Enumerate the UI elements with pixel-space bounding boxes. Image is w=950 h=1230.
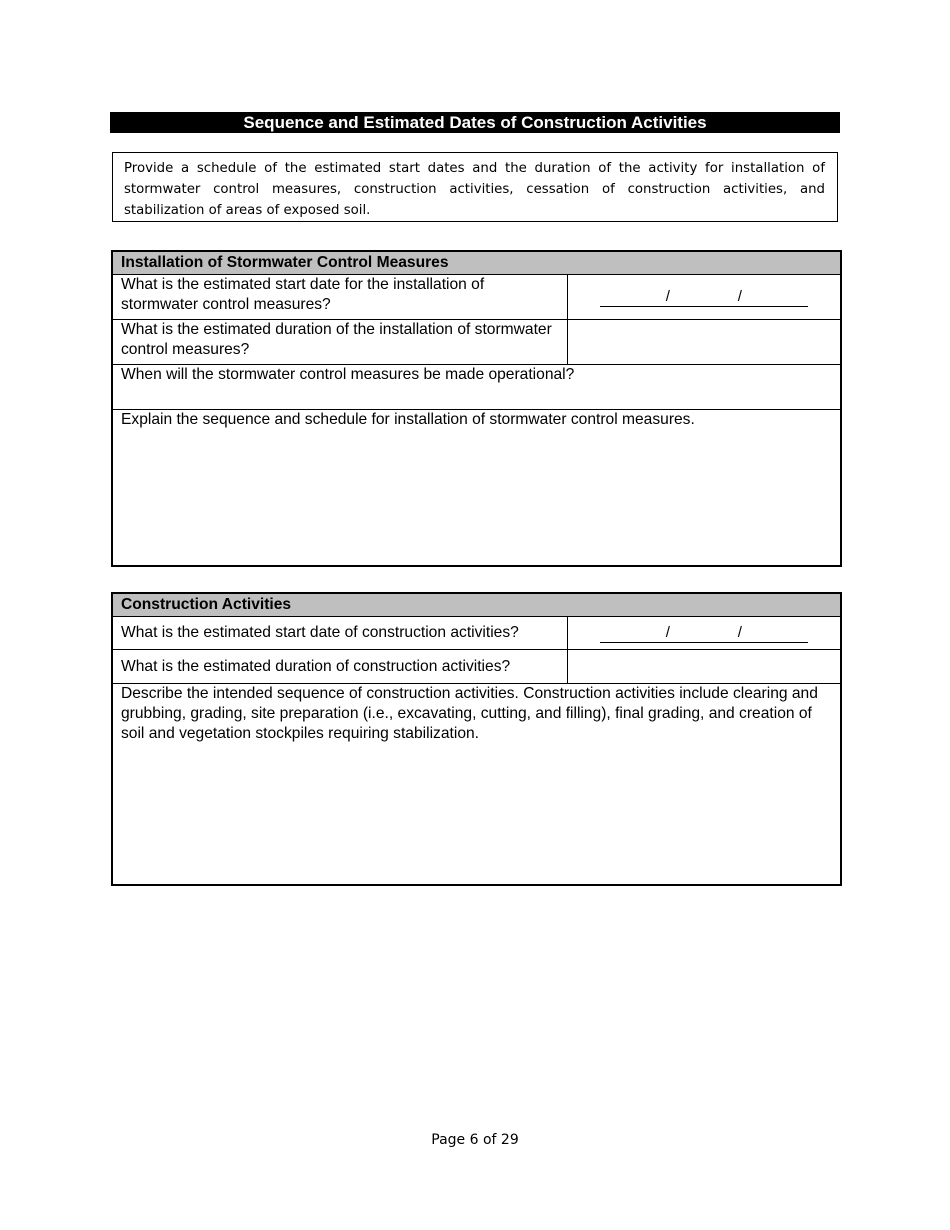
stormwater-sequence-question: Explain the sequence and schedule for installation of stormwater control measures. (121, 411, 695, 428)
construction-duration-field[interactable] (567, 650, 841, 684)
construction-sequence-field[interactable] (112, 684, 841, 885)
stormwater-start-date-field[interactable] (600, 288, 808, 307)
stormwater-operational-question: When will the stormwater control measures be made operational? (121, 366, 575, 383)
date-separator: / (737, 288, 742, 305)
stormwater-control-table (111, 250, 842, 567)
construction-duration-question: What is the estimated duration of construction activities? (112, 650, 567, 684)
stormwater-duration-question: What is the estimated duration of the installation of stormwater control measures? (112, 320, 567, 365)
section-title: Sequence and Estimated Dates of Construction Activities (110, 112, 840, 133)
construction-activities-table (111, 592, 842, 886)
stormwater-sequence-field[interactable] (112, 410, 841, 566)
page-number: Page 6 of 29 (431, 1132, 519, 1148)
stormwater-duration-field[interactable] (567, 320, 841, 365)
stormwater-start-date-cell[interactable] (567, 275, 841, 320)
construction-sequence-question: Describe the intended sequence of construction activities. Construction activities include clearing and grubbing, grading, site preparation (i.e., excavating, cutting, and filling), final grading, and creation of soil and vegetation stockpiles requiring stabilization. (121, 685, 818, 742)
stormwater-start-date-question: What is the estimated start date for the installation of stormwater control measures? (112, 275, 567, 320)
stormwater-section-header: Installation of Stormwater Control Measures (112, 251, 841, 275)
date-separator: / (737, 624, 742, 641)
construction-section-header: Construction Activities (112, 593, 841, 617)
date-separator: / (665, 624, 670, 641)
date-separator: / (665, 288, 670, 305)
instructions-box: Provide a schedule of the estimated start dates and the duration of the activity for installation of stormwater control measures, construction activities, cessation of construction activities, and stabilization of areas of exposed soil. (112, 152, 838, 222)
construction-start-date-field[interactable] (600, 624, 808, 643)
construction-start-date-cell[interactable] (567, 617, 841, 650)
construction-start-date-question: What is the estimated start date of construction activities? (112, 617, 567, 650)
stormwater-operational-field[interactable] (112, 365, 841, 410)
